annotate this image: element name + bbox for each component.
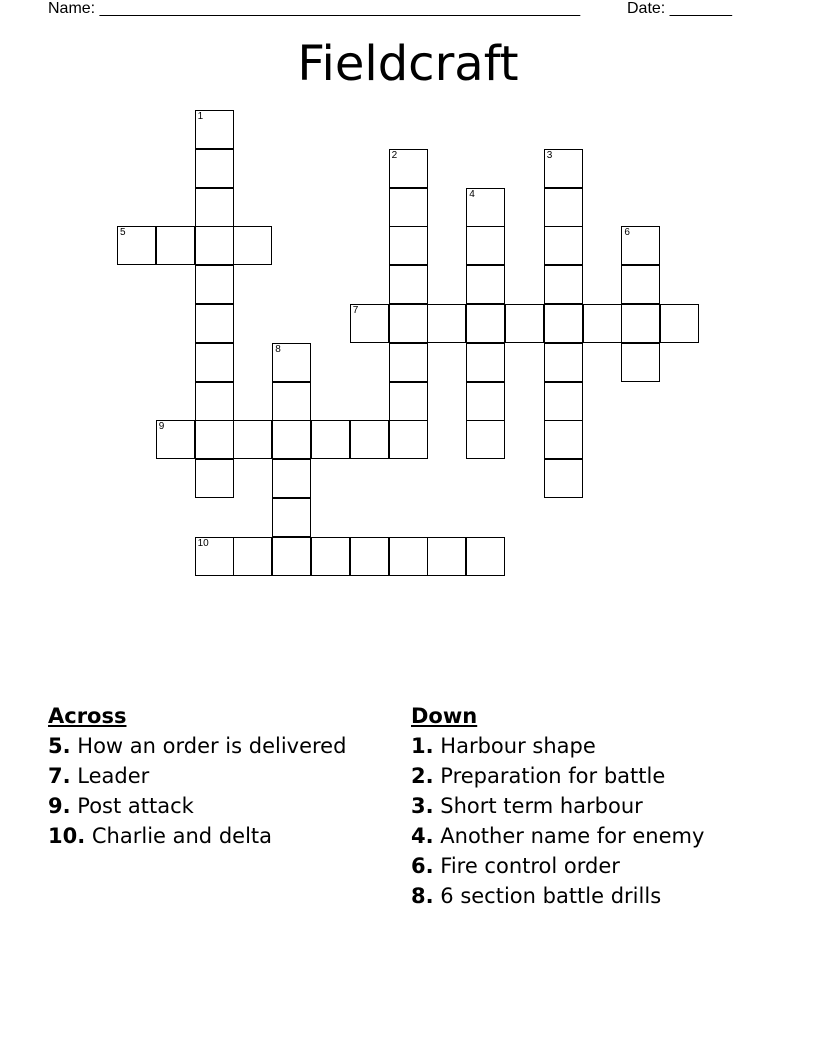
across-clue [48, 733, 378, 759]
grid-cell[interactable] [621, 343, 660, 382]
grid-cell[interactable] [466, 420, 505, 459]
grid-cell[interactable] [195, 304, 234, 343]
grid-cell[interactable] [466, 382, 505, 421]
grid-cell[interactable] [156, 420, 195, 459]
down-clue [411, 823, 751, 849]
grid-cell[interactable] [389, 537, 428, 576]
grid-cell[interactable] [544, 382, 583, 421]
down-clue [411, 733, 751, 759]
grid-cell[interactable] [195, 188, 234, 227]
cell-number: 2 [391, 149, 398, 161]
grid-cell[interactable] [195, 343, 234, 382]
grid-cell[interactable] [621, 304, 660, 343]
clue-number: 9. [48, 794, 71, 818]
grid-cell[interactable] [544, 343, 583, 382]
across-clue [48, 763, 378, 789]
grid-cell[interactable] [544, 265, 583, 304]
grid-cell[interactable] [389, 226, 428, 265]
clue-number: 7. [48, 764, 71, 788]
grid-cell[interactable] [272, 343, 311, 382]
grid-cell[interactable] [233, 226, 272, 265]
grid-cell[interactable] [195, 420, 234, 459]
grid-cell[interactable] [466, 537, 505, 576]
clue-text: Fire control order [440, 854, 620, 878]
grid-cell[interactable] [311, 420, 350, 459]
grid-cell[interactable] [272, 498, 311, 537]
grid-cell[interactable] [195, 226, 234, 265]
down-clue [411, 793, 751, 819]
name-field-label: Name: ______________________________________________________ [48, 0, 581, 17]
grid-cell[interactable] [195, 110, 234, 149]
clue-number: 4. [411, 824, 434, 848]
cell-number: 1 [197, 111, 204, 122]
cell-number: 6 [624, 227, 630, 239]
grid-cell[interactable] [544, 226, 583, 265]
grid-cell[interactable] [389, 420, 428, 459]
grid-cell[interactable] [233, 537, 272, 576]
grid-cell[interactable] [621, 226, 660, 265]
grid-cell[interactable] [272, 420, 311, 459]
across-clue [48, 793, 378, 819]
grid-cell[interactable] [660, 304, 699, 343]
down-clue [411, 853, 751, 879]
cell-number: 8 [275, 343, 281, 355]
cell-number: 10 [197, 537, 209, 549]
grid-cell[interactable] [350, 420, 389, 459]
grid-cell[interactable] [389, 265, 428, 304]
grid-cell[interactable] [272, 382, 311, 421]
clue-text: Charlie and delta [91, 824, 273, 848]
grid-cell[interactable] [427, 537, 466, 576]
clue-text: Another name for enemy [440, 824, 705, 848]
grid-cell[interactable] [389, 382, 428, 421]
clue-text: Short term harbour [440, 794, 643, 818]
grid-cell[interactable] [117, 226, 156, 265]
clue-text: Harbour shape [440, 734, 596, 758]
grid-cell[interactable] [272, 459, 311, 498]
clue-text: Preparation for battle [440, 764, 666, 788]
across-clue [48, 823, 378, 849]
grid-cell[interactable] [311, 537, 350, 576]
grid-cell[interactable] [466, 188, 505, 227]
grid-cell[interactable] [195, 459, 234, 498]
grid-cell[interactable] [544, 304, 583, 343]
down-clue [411, 763, 751, 789]
date-field-label: Date: _______ [627, 0, 732, 17]
cell-number: 3 [546, 149, 553, 161]
grid-cell[interactable] [233, 420, 272, 459]
grid-cell[interactable] [466, 226, 505, 265]
grid-cell[interactable] [350, 304, 389, 343]
clue-number: 10. [48, 824, 86, 848]
page-title: Fieldcraft [297, 36, 519, 92]
across-heading: Across [48, 704, 127, 728]
grid-cell[interactable] [544, 459, 583, 498]
down-clue [411, 883, 751, 909]
grid-cell[interactable] [583, 304, 622, 343]
clue-number: 8. [411, 884, 434, 908]
clue-text: Leader [77, 764, 150, 788]
clue-number: 2. [411, 764, 434, 788]
cell-number: 7 [352, 305, 359, 316]
grid-cell[interactable] [466, 265, 505, 304]
grid-cell[interactable] [389, 149, 428, 188]
grid-cell[interactable] [389, 343, 428, 382]
grid-cell[interactable] [195, 265, 234, 304]
grid-cell[interactable] [427, 304, 466, 343]
grid-cell[interactable] [195, 537, 234, 576]
grid-cell[interactable] [544, 149, 583, 188]
grid-cell[interactable] [389, 304, 428, 343]
clue-number: 5. [48, 734, 71, 758]
grid-cell[interactable] [466, 343, 505, 382]
down-clues [411, 703, 751, 913]
clue-number: 3. [411, 794, 434, 818]
grid-cell[interactable] [156, 226, 195, 265]
grid-cell[interactable] [389, 188, 428, 227]
grid-cell[interactable] [272, 537, 311, 576]
grid-cell[interactable] [505, 304, 544, 343]
across-clues [48, 703, 378, 853]
grid-cell[interactable] [195, 382, 234, 421]
cell-number: 5 [120, 227, 126, 239]
grid-cell[interactable] [544, 420, 583, 459]
clue-text: How an order is delivered [77, 734, 347, 758]
down-heading: Down [411, 704, 478, 728]
grid-cell[interactable] [621, 265, 660, 304]
grid-cell[interactable] [350, 537, 389, 576]
grid-cell[interactable] [195, 149, 234, 188]
clue-number: 1. [411, 734, 434, 758]
cell-number: 4 [469, 188, 475, 200]
clue-number: 6. [411, 854, 434, 878]
grid-cell[interactable] [544, 188, 583, 227]
clue-text: Post attack [77, 794, 194, 818]
cell-number: 9 [158, 421, 165, 433]
grid-cell[interactable] [466, 304, 505, 343]
clue-text: 6 section battle drills [440, 884, 662, 908]
